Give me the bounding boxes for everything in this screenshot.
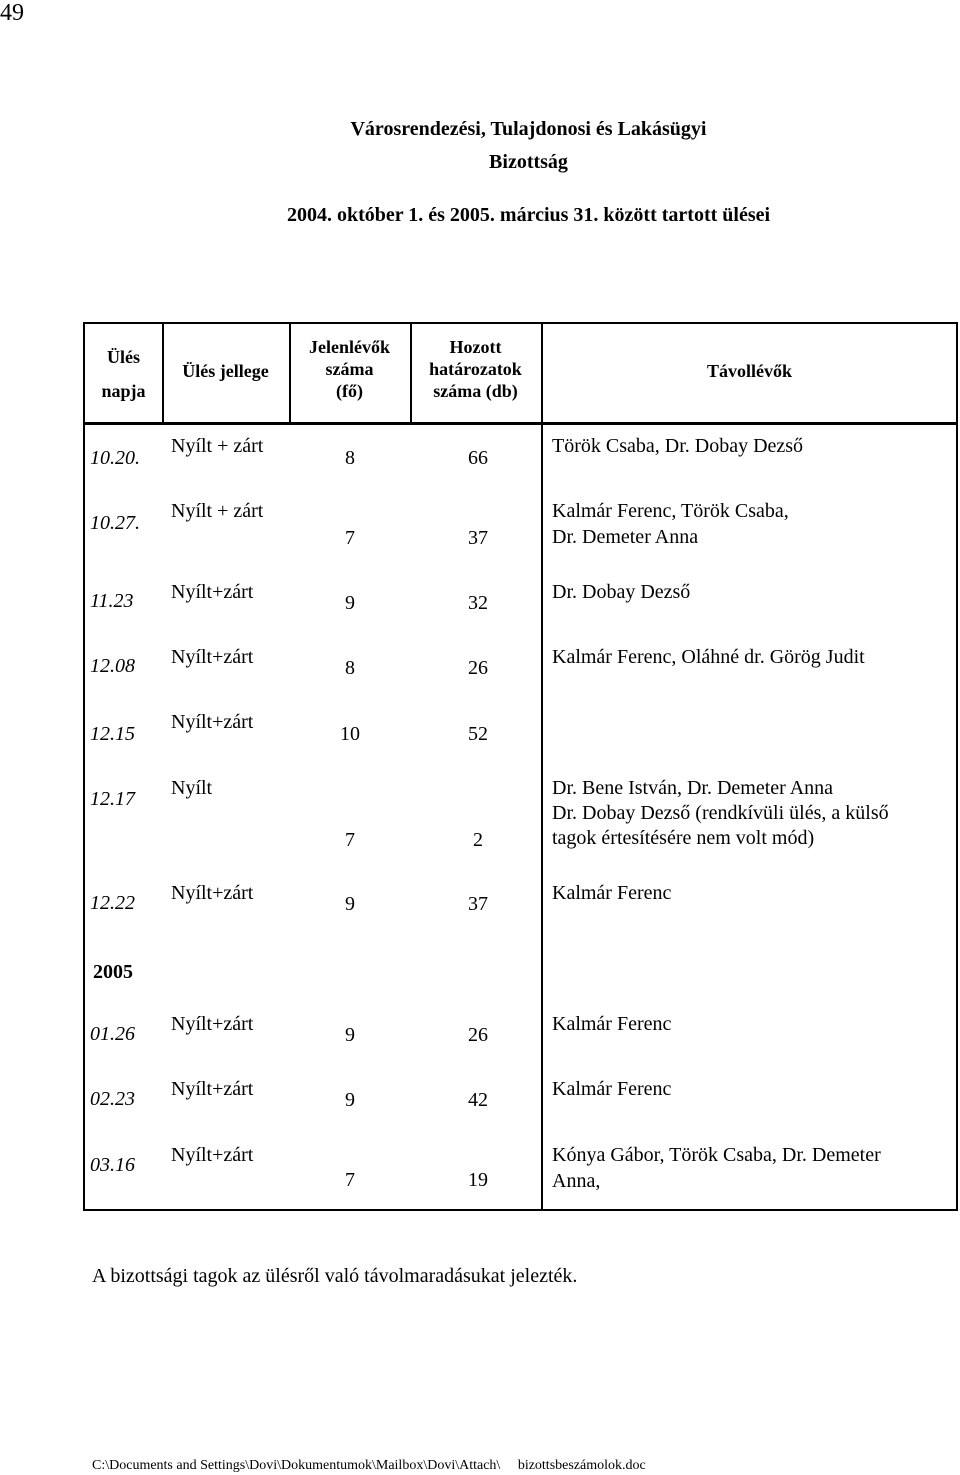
row-absent: tagok értesítésére nem volt mód): [552, 827, 815, 849]
row-date: 12.08: [90, 655, 135, 677]
header-date-line: Ülés: [107, 347, 140, 367]
row-type: Nyílt+zárt: [171, 1144, 254, 1166]
row-absent: Török Csaba, Dr. Dobay Dezső: [552, 435, 804, 457]
row-present: 9: [345, 1089, 355, 1111]
row-decisions: 26: [468, 1024, 488, 1046]
row-type: Nyílt + zárt: [171, 435, 264, 457]
subtitle: 2004. október 1. és 2005. március 31. között tartott ülései: [286, 204, 771, 226]
header-type: Ülés jellege: [182, 361, 269, 381]
header-date: [85, 346, 162, 402]
row-absent: Dr. Bene István, Dr. Demeter Anna: [552, 777, 834, 799]
footer: [92, 1458, 646, 1474]
row-decisions: 32: [468, 592, 488, 614]
row-absent: Dr. Dobay Dezső: [552, 581, 691, 603]
row-type: Nyílt+zárt: [171, 1078, 254, 1100]
header-date-line: napja: [101, 381, 146, 401]
year-label: 2005: [93, 961, 133, 983]
header-present-line: (fő): [336, 381, 363, 401]
row-decisions: 19: [468, 1169, 488, 1191]
header-bottom-rule: [85, 422, 956, 425]
row-absent: Kalmár Ferenc: [552, 1078, 672, 1100]
row-present: 9: [345, 893, 355, 915]
row-present: 9: [345, 592, 355, 614]
footer-path: C:\Documents and Settings\Dovi\Dokumentumok\Mailbox\Dovi\Attach\: [92, 1458, 501, 1473]
row-decisions: 26: [468, 657, 488, 679]
header-present-line: száma: [325, 359, 374, 379]
row-type: Nyílt+zárt: [171, 882, 254, 904]
row-date: 11.23: [90, 590, 134, 612]
row-date: 02.23: [90, 1088, 135, 1110]
note-text: A bizottsági tagok az ülésről való távolmaradásukat jelezték.: [92, 1265, 578, 1287]
header-decisions: [410, 336, 541, 402]
header-decisions-line: Hozott: [449, 337, 502, 357]
row-decisions: 37: [468, 527, 488, 549]
header-present: [289, 336, 410, 402]
row-present: 10: [340, 723, 360, 745]
row-type: Nyílt+zárt: [171, 581, 254, 603]
row-decisions: 37: [468, 893, 488, 915]
row-type: Nyílt+zárt: [171, 646, 254, 668]
row-date: 12.22: [90, 892, 135, 914]
row-present: 9: [345, 1024, 355, 1046]
header-absent: Távollévők: [706, 361, 792, 381]
row-absent: Anna,: [552, 1170, 601, 1192]
page-number: 49: [0, 0, 24, 26]
row-present: 8: [345, 447, 355, 469]
title-line-1: Városrendezési, Tulajdonosi és Lakásügyi: [350, 118, 707, 140]
row-present: 7: [345, 1169, 355, 1191]
row-absent: Dr. Dobay Dezső (rendkívüli ülés, a külső: [552, 802, 889, 824]
row-type: Nyílt: [171, 777, 213, 799]
row-present: 7: [345, 527, 355, 549]
row-type: Nyílt+zárt: [171, 1013, 254, 1035]
row-absent: Kalmár Ferenc, Török Csaba,: [552, 500, 789, 522]
header-present-line: Jelenlévők: [309, 337, 390, 357]
row-absent: Kónya Gábor, Török Csaba, Dr. Demeter: [552, 1144, 881, 1166]
header-decisions-line: határozatok: [429, 359, 522, 379]
row-decisions: 2: [473, 829, 483, 851]
row-date: 03.16: [90, 1154, 135, 1176]
row-date: 10.27.: [90, 512, 140, 534]
title-line-2: Bizottság: [489, 151, 568, 173]
row-decisions: 66: [468, 447, 488, 469]
row-date: 01.26: [90, 1023, 135, 1045]
body-divider: [541, 422, 543, 1209]
row-date: 10.20.: [90, 447, 140, 469]
row-type: Nyílt + zárt: [171, 500, 264, 522]
row-date: 12.17: [90, 788, 135, 810]
row-date: 12.15: [90, 723, 135, 745]
meetings-table: [83, 322, 958, 1211]
row-present: 7: [345, 829, 355, 851]
header-decisions-line: száma (db): [433, 381, 518, 401]
row-absent: Dr. Demeter Anna: [552, 526, 699, 548]
footer-file: bizottsbeszámolok.doc: [517, 1458, 646, 1473]
row-absent: Kalmár Ferenc: [552, 882, 672, 904]
row-present: 8: [345, 657, 355, 679]
row-absent: Kalmár Ferenc, Oláhné dr. Görög Judit: [552, 646, 865, 668]
row-decisions: 52: [468, 723, 488, 745]
row-decisions: 42: [468, 1089, 488, 1111]
row-absent: Kalmár Ferenc: [552, 1013, 672, 1035]
row-type: Nyílt+zárt: [171, 711, 254, 733]
